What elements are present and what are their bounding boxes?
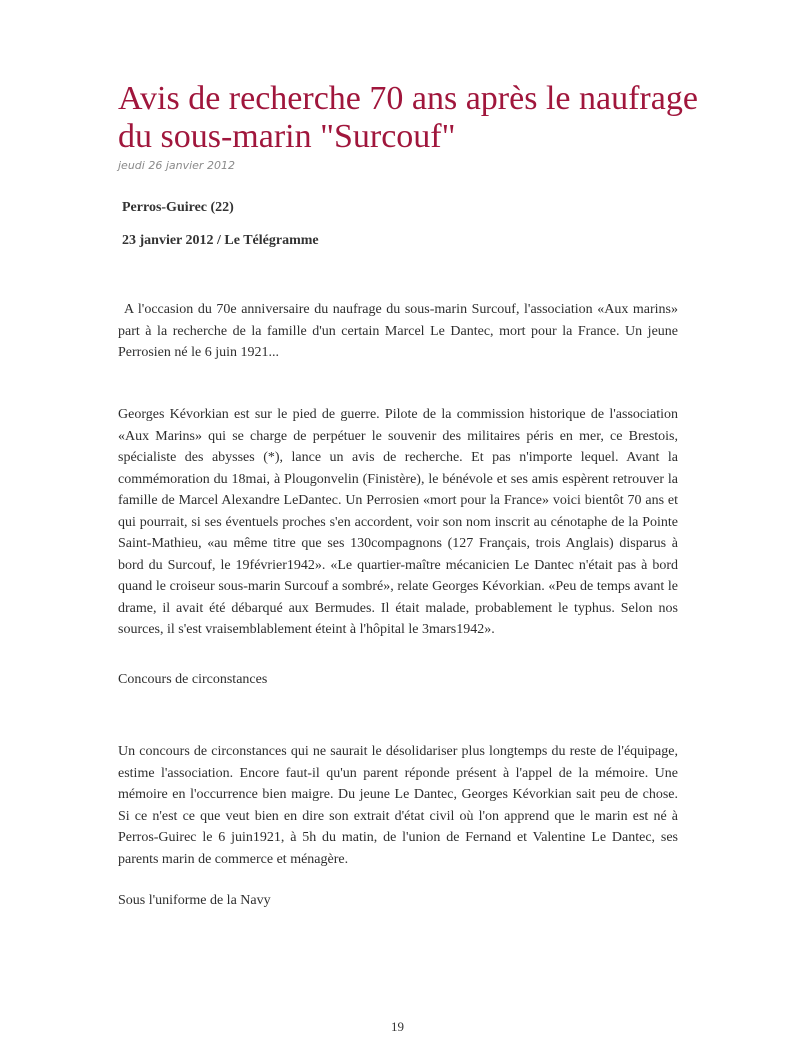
article-location: Perros-Guirec (22) [122,200,234,215]
subheading-concours: Concours de circonstances [118,672,268,687]
subheading-navy: Sous l'uniforme de la Navy [118,893,271,908]
page-number: 19 [391,1019,404,1034]
article-title: Avis de recherche 70 ans après le naufrage du sous-marin "Surcouf" [118,80,698,155]
body-paragraph-2: Un concours de circonstances qui ne saurait le désolidariser plus longtemps du reste de l'équipage, estime l'association. Encore faut-il qu'un parent réponde présent à l'appel de la mémoire. Une mémoire en l'occurrence bien maigre. Du jeune Le Dantec, Georges Kévorkian sait peu de chose. Si ce n'est ce que veut bien en dire son extrait d'état civil où l'on apprend que le marin est né à Perros-Guirec le 6 juin1921, à 5h du matin, de l'union de Fernand et Valentine Le Dantec, ses parents marin de commerce et ménagère. [118,744,678,867]
intro-paragraph: A l'occasion du 70e anniversaire du naufrage du sous-marin Surcouf, l'association «Aux marins» part à la recherche de la famille d'un certain Marcel Le Dantec, mort pour la France. Un jeune Perrosien né le 6 juin 1921... [118,302,678,360]
article-source: 23 janvier 2012 / Le Télégramme [122,233,319,248]
body-paragraph-1: Georges Kévorkian est sur le pied de guerre. Pilote de la commission historique de l'association «Aux Marins» qui se charge de perpétuer le souvenir des militaires péris en mer, ce Brestois, spécialiste des abysses (*), lance un avis de recherche. Et pas n'importe lequel. Avant la commémoration du 18mai, à Plougonvelin (Finistère), le bénévole et ses amis espèrent retrouver la famille de Marcel Alexandre LeDantec. Un Perrosien «mort pour la France» voici bientôt 70 ans et qui pourrait, si ses éventuels proches s'en accordent, voir son nom inscrit au cénotaphe de la Pointe Saint-Mathieu, «au même titre que ses 130compagnons (127 Français, trois Anglais) disparus à bord du Surcouf, le 19février1942». «Le quartier-maître mécanicien Le Dantec n'était pas à bord quand le croiseur sous-marin Surcouf a sombré», relate Georges Kévorkian. «Peu de temps avant le drame, il avait été débarqué aux Bermudes. Il était malade, probablement le typhus. Selon nos sources, il s'est vraisemblablement éteint à l'hôpital le 3mars1942». [118,407,678,637]
article-date: jeudi 26 janvier 2012 [118,159,235,172]
